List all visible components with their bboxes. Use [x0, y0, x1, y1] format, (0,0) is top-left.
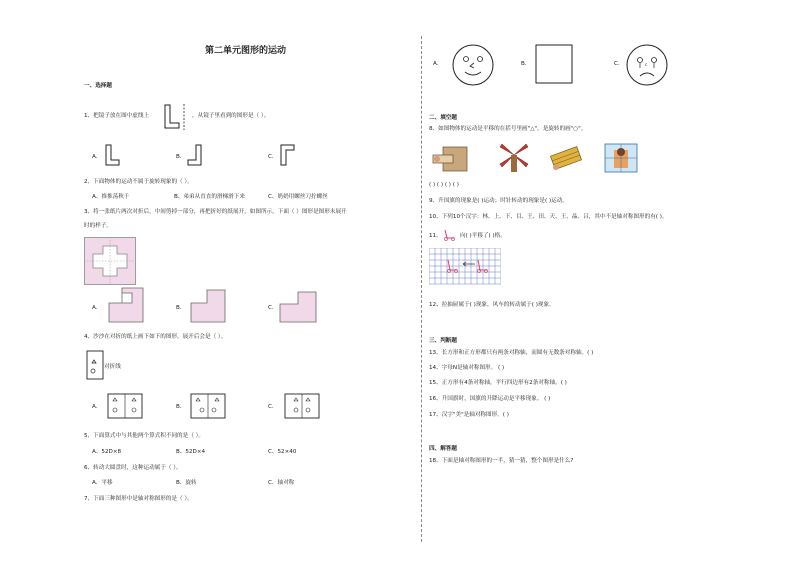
q11-scooter-icon [442, 229, 456, 241]
q8-text: 8、如图物体的运动是平移的在括号里画"△"，是旋转的画"○"。 [429, 126, 587, 132]
q12-text: 12、拉抽屉属于( )现象，风车的转动属于( )现象。 [429, 302, 555, 308]
q7-text: 7、下面三种图形中是轴对称图形的是（ ）。 [84, 496, 193, 502]
q7-option-b-label: B． [521, 61, 531, 67]
q4-option-b-label: B． [176, 404, 186, 410]
q16-text: 16、升国旗时，国旗的升降运动是平移现象。 ( ) [429, 396, 551, 402]
q5-option-a[interactable]: A、52D×8 [92, 449, 122, 455]
q3-option-a-label: A． [92, 305, 102, 311]
q6-option-a[interactable]: A．平移 [92, 480, 113, 486]
q2-option-c[interactable]: C、奶奶用螺丝刀拧螺丝 [268, 194, 328, 200]
q11-prefix: 11、 [429, 233, 442, 239]
section-true-false: 三、判断题 [429, 338, 457, 344]
q8-answer-blanks[interactable]: ( ) ( ) ( ) ( ) [429, 182, 459, 188]
q7-option-a-face-figure[interactable] [451, 43, 495, 87]
section-answer: 四、解答题 [429, 446, 457, 452]
q9-text: 9、升国旗的现象是( )运动；时针转动的现象是( )运动。 [429, 198, 568, 204]
q4-option-a-shape[interactable] [107, 393, 143, 419]
column-divider [421, 36, 422, 542]
q4-fold-line-label: 对折线 [104, 364, 121, 370]
q8-abacus-icon [548, 143, 584, 173]
q5-option-b[interactable]: B、52D×4 [176, 449, 206, 455]
q1-option-c-shape[interactable] [280, 144, 296, 166]
q11-grid-figure [429, 248, 501, 286]
section-choice: 一、选择题 [84, 83, 112, 89]
page-title: 第二单元图形的运动 [205, 46, 287, 56]
q17-text: 17、汉字"美"是轴对称图形。( ) [429, 412, 509, 418]
q1-l-shape-figure [163, 103, 189, 131]
q15-text: 15、正方形有4条对称轴，平行四边形有2条对称轴。( ) [429, 380, 567, 386]
q1-option-a-label: A． [92, 154, 102, 160]
q1-text-post: ，从镜子里看到的图形是（ ）。 [192, 113, 270, 119]
q5-option-c[interactable]: C、52×40 [268, 449, 297, 455]
q3-unfolded-paper-figure [84, 237, 136, 285]
q1-option-c-label: C． [268, 154, 278, 160]
q7-option-a-label: A． [433, 61, 443, 67]
q4-option-a-label: A． [92, 404, 102, 410]
q5-text: 5、下面算式中与其他两个算式积不同的是（ ）。 [84, 433, 205, 439]
q3-text-line2: 时的样子。 [84, 223, 112, 229]
q1-text-pre: 1、把镜子放在图中虚线上 [84, 113, 150, 119]
q3-option-b-label: B． [176, 305, 186, 311]
q3-option-c-label: C． [268, 305, 278, 311]
section-fill-blank: 二、填空题 [429, 115, 457, 121]
q6-text: 6、转动大圆盘时，这种运动属于（ ）。 [84, 465, 182, 471]
q7-option-c-label: C． [614, 61, 624, 67]
q4-option-c-shape[interactable] [284, 393, 320, 419]
q3-option-a-shape[interactable] [108, 287, 144, 323]
q8-windmill-icon [497, 141, 531, 173]
q18-text: 18、下面是轴对称图形的一半，猜一猜，整个图形是什么? [429, 458, 574, 464]
q2-option-b[interactable]: B、弟弟从直直的滑梯滑下来 [174, 194, 245, 200]
q7-option-b-square-figure[interactable] [535, 44, 573, 84]
q1-option-b-shape[interactable] [186, 144, 202, 166]
q13-text: 13、长方形和正方形都只有两条对称轴，而圆有无数条对称轴。( ) [429, 350, 594, 356]
q6-option-b[interactable]: B．旋转 [176, 480, 197, 486]
q8-window-icon [604, 142, 638, 174]
q2-text: 2、下面物体的运动不属于旋转现象的（ ）。 [84, 179, 193, 185]
q3-option-c-shape[interactable] [279, 291, 317, 323]
q3-option-b-shape[interactable] [190, 289, 226, 323]
q10-text: 10、下列10个汉字：林、上、下、目、王、田、天、王、晶、吕，其中不是轴对称图形的有( )。 [429, 214, 668, 220]
face-c-nose-mark: c [645, 62, 648, 67]
q6-option-c[interactable]: C．轴对称 [268, 480, 295, 486]
q1-option-a-shape[interactable] [105, 144, 121, 166]
q3-text-line1: 3、将一张纸片两次对折后，中间剪掉一部分，再把折好的纸展开，如图所示，下面（ ）图形是图形未展开 [84, 209, 347, 215]
q2-option-a[interactable]: A、推推荡秋千 [92, 194, 130, 200]
q14-text: 14、字母N是轴对称图形。 ( ) [429, 365, 505, 371]
q4-text: 4、沙沙在对折的纸上画下如下的图形，展开后会是（ ）。 [84, 334, 227, 340]
q11-text: 向( )平移了( )格。 [460, 233, 506, 239]
q8-drawer-icon [431, 143, 469, 173]
q1-option-b-label: B． [176, 154, 186, 160]
q4-option-c-label: C． [268, 404, 278, 410]
q4-option-b-shape[interactable] [190, 393, 226, 419]
